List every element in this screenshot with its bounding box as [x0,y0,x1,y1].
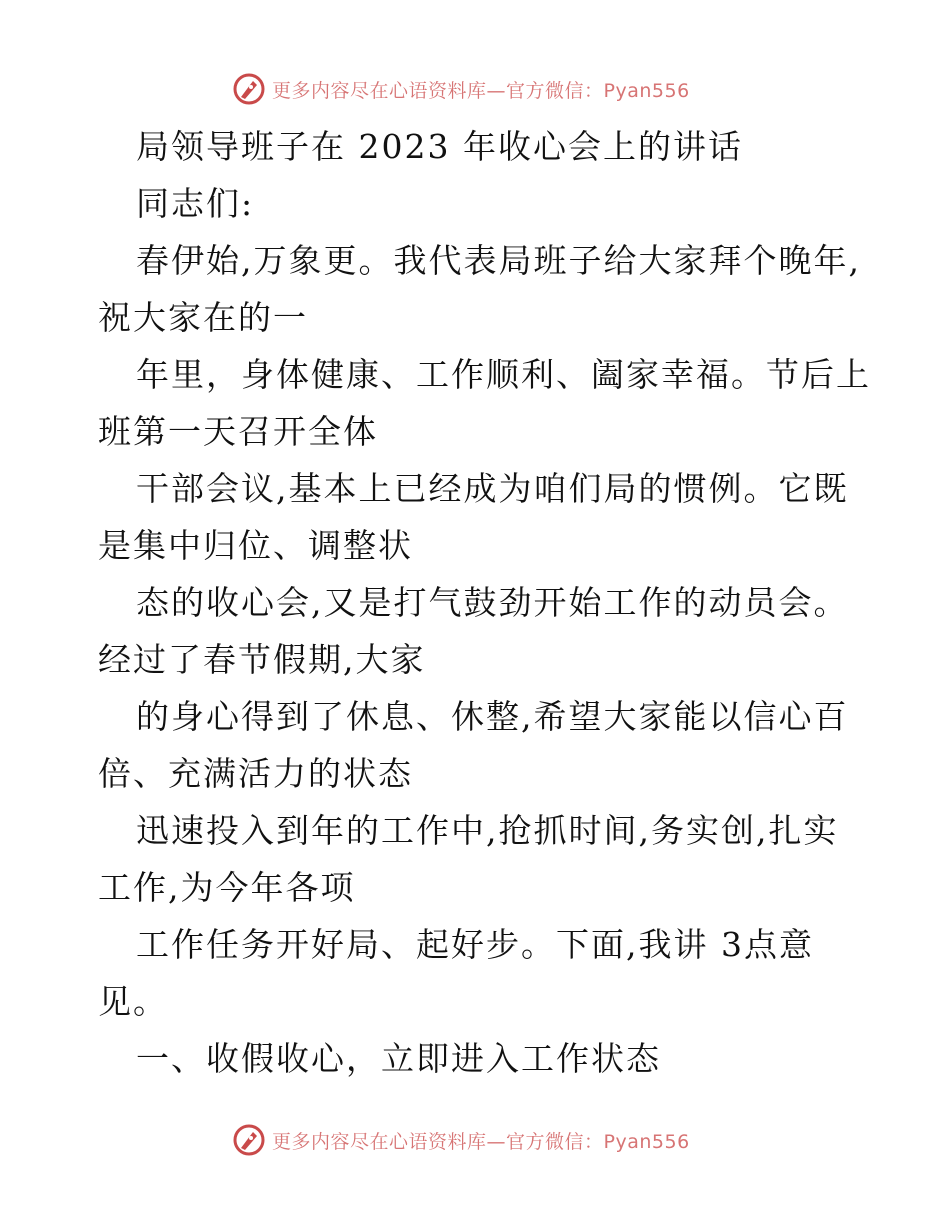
text-line: 见。 [98,982,168,1021]
pen-nib-logo-icon [232,72,266,106]
text-line: 是集中归位、调整状 [98,526,413,565]
watermark-text: 更多内容尽在心语资料库—官方微信：Pyan556 [272,1130,690,1153]
text-line: 态的收心会,又是打气鼓劲开始工作的动员会。 [136,583,849,622]
text-line: 同志们: [136,184,255,223]
pen-nib-logo-icon [232,1123,266,1157]
text-line: 倍、充满活力的状态 [98,754,413,793]
document-body [98,118,871,1087]
text-line: 的身心得到了休息、休整,希望大家能以信心百 [136,697,849,736]
text-line: 春伊始,万象更。我代表局班子给大家拜个晚年, [136,241,861,280]
text-line: 干部会议,基本上已经成为咱们局的惯例。它既 [136,469,849,508]
text-line: 祝大家在的一 [98,298,308,337]
watermark-banner-bottom [232,1123,712,1157]
watermark-banner-top [232,72,712,106]
text-line: 迅速投入到年的工作中,抢抓时间,务实创,扎实 [136,811,839,850]
watermark-text: 更多内容尽在心语资料库—官方微信：Pyan556 [272,79,690,102]
text-line: 工作任务开好局、起好步。下面,我讲 3点意 [136,925,814,964]
text-line: 年里，身体健康、工作顺利、阖家幸福。节后上 [136,355,871,394]
text-line: 班第一天召开全体 [98,412,378,451]
text-line: 工作,为今年各项 [98,868,356,907]
text-line: 经过了春节假期,大家 [98,640,426,679]
text-line: 一、收假收心，立即进入工作状态 [136,1039,661,1078]
text-line: 局领导班子在 2023 年收心会上的讲话 [136,127,743,166]
